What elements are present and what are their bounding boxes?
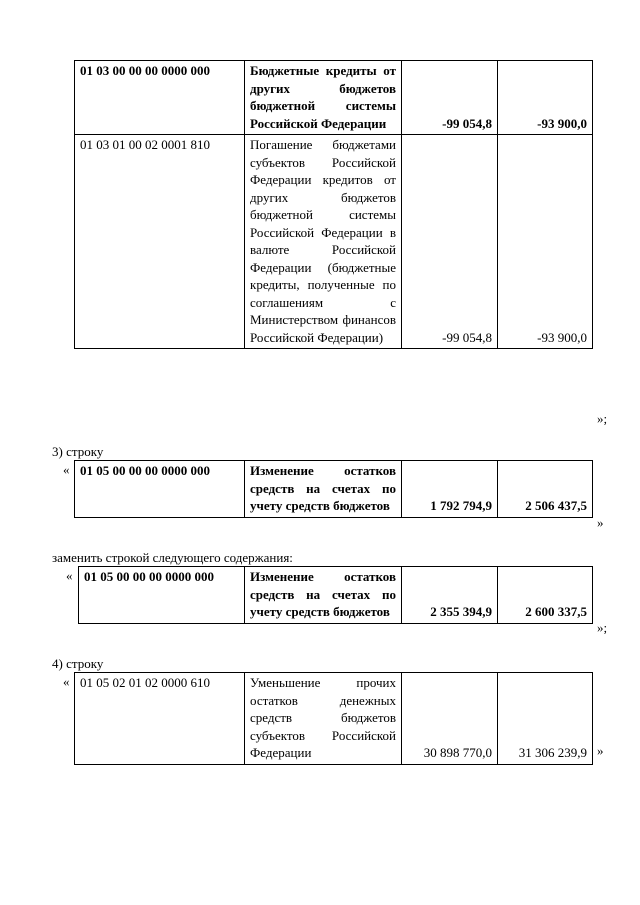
closing-quote: » [597, 743, 604, 758]
closing-quote: »; [597, 411, 608, 426]
opening-quote: « [66, 568, 73, 583]
row-description: Изменение остатков средств на счетах по учету средств бюджетов [245, 461, 402, 518]
paragraph-replace: заменить строкой следующего содержания: [52, 550, 293, 565]
row-code: 01 03 00 00 00 0000 000 [75, 61, 245, 135]
opening-quote: « [63, 674, 70, 689]
row-description: Уменьшение прочих остатков денежных средств бюджетов субъектов Российской Федерации [245, 673, 402, 765]
closing-quote: »; [597, 620, 608, 635]
opening-quote: « [63, 462, 70, 477]
row-value-1: 2 355 394,9 [402, 567, 498, 624]
row-value-1: 30 898 770,0 [402, 673, 498, 765]
table-row [75, 135, 593, 349]
row-description: Бюджетные кредиты от других бюджетов бюджетной системы Российской Федерации [245, 61, 402, 135]
paragraph-item-4: 4) строку [52, 656, 104, 671]
row-code: 01 05 02 01 02 0000 610 [75, 673, 245, 765]
row-description: Погашение бюджетами субъектов Российской Федерации кредитов от других бюджетов бюджетной системы Российской Федерации в валюте Российской Федерации (бюджетные кредиты, полученные по соглашениям с Министерством финансов Российской Федерации) [245, 135, 402, 349]
row-code: 01 05 00 00 00 0000 000 [75, 461, 245, 518]
row-description: Изменение остатков средств на счетах по учету средств бюджетов [245, 567, 402, 624]
row-value-1: -99 054,8 [402, 135, 498, 349]
row-code: 01 03 01 00 02 0001 810 [75, 135, 245, 349]
table-row [75, 461, 593, 518]
table-row [79, 567, 593, 624]
table-row [75, 673, 593, 765]
row-value-2: 31 306 239,9 [498, 673, 593, 765]
table-credits [74, 60, 593, 349]
row-value-2: -93 900,0 [498, 135, 593, 349]
row-value-2: 2 600 337,5 [498, 567, 593, 624]
table-row [75, 61, 593, 135]
table-balance-change-new [78, 566, 593, 624]
paragraph-item-3: 3) строку [52, 444, 104, 459]
row-value-1: -99 054,8 [402, 61, 498, 135]
table-balance-change-old [74, 460, 593, 518]
row-value-2: -93 900,0 [498, 61, 593, 135]
closing-quote: » [597, 515, 604, 530]
row-value-2: 2 506 437,5 [498, 461, 593, 518]
row-value-1: 1 792 794,9 [402, 461, 498, 518]
table-balance-decrease [74, 672, 593, 765]
row-code: 01 05 00 00 00 0000 000 [79, 567, 245, 624]
